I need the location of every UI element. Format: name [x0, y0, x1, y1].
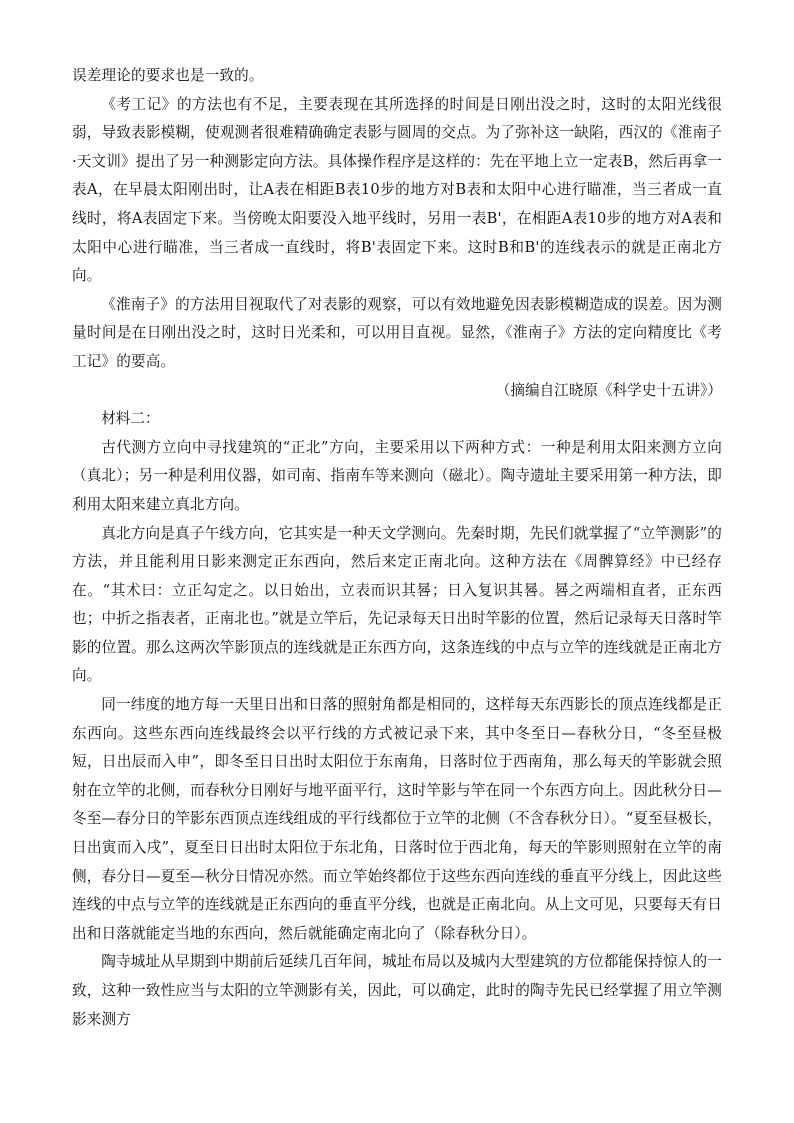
paragraph-taosi-site: 陶寺城址从早期到中期前后延续几百年间，城址布局以及城内大型建筑的方位都能保持惊人的一致，这种一致性应当与太阳的立竿测影有关，因此，可以确定，此时的陶寺先民已经掌握了用立竿测影来测方 [72, 953, 722, 1028]
paragraph-kaogongji: 《考工记》的方法也有不足，主要表现在其所选择的时间是日刚出没之时，这时的太阳光线很弱，导致表影模糊，使观测者很难精确确定表影与圆周的交点。为了弥补这一缺陷，西汉的《淮南子·天文训》提出了另一种测影定向方法。具体操作程序是这样的：先在平地上立一定表B，然后再拿一表A，在早晨太阳刚出时，让A表在相距B表10步的地方对B表和太阳中心进行瞄准，当三者成一直线时，将A表固定下来。当傍晚太阳要没入地平线时，另用一表B'，在相距A表10步的地方对A表和太阳中心进行瞄准，当三者成一直线时，将B'表固定下来。这时B和B'的连线表示的就是正南北方向。 [72, 95, 722, 285]
source-citation: （摘编自江晓原《科学史十五讲》） [495, 381, 722, 399]
material-two-label: 材料二： [101, 410, 160, 428]
paragraph-continuation: 误差理论的要求也是一致的。 [72, 67, 264, 84]
paragraph-huainanzi: 《淮南子》的方法用目视取代了对表影的观察，可以有效地避免因表影模糊造成的误差。因为测量时间是在日刚出没之时，这时日光柔和，可以用目直视。显然，《淮南子》方法的定向精度比《考工记》的要高。 [72, 295, 722, 370]
paragraph-orientation-methods: 古代测方立向中寻找建筑的“正北”方向，主要采用以下两种方式：一种是利用太阳来测方立向（真北）；另一种是利用仪器，如司南、指南车等来测向（磁北）。陶寺遗址主要采用第一种方法，即利用太阳来建立真北方向。 [72, 438, 722, 513]
paragraph-true-north: 真北方向是真子午线方向，它其实是一种天文学测向。先秦时期，先民们就掌握了“立竿测影”的方法，并且能利用日影来测定正东西向，然后来定正南北向。这种方法在《周髀算经》中已经存在。“其术曰：立正勾定之。以日始出，立表而识其晷；日入复识其晷。晷之两端相直者，正东西也；中折之指表者，正南北也。”就是立竿后，先记录每天日出时竿影的位置，然后记录每天日落时竿影的位置。那么这两次竿影顶点的连线就是正东西方向，这条连线的中点与立竿的连线就是正南北方向。 [72, 524, 722, 685]
paragraph-latitude-shadows: 同一纬度的地方每一天里日出和日落的照射角都是相同的，这样每天东西影长的顶点连线都是正东西向。这些东西向连线最终会以平行线的方式被记录下来，其中冬至日—春秋分日，“冬至昼极短，日出辰而入申”，即冬至日日出时太阳位于东南角，日落时位于西南角，那么每天的竿影就会照射在立竿的北侧，而春秋分日刚好与地平面平行，这时竿影与竿在同一个东西方向上。因此秋分日—冬至—春分日的竿影东西顶点连线组成的平行线都位于立竿的北侧（不含春秋分日）。“夏至昼极长，日出寅而入戌”，夏至日日出时太阳位于东北角，日落时位于西北角，每天的竿影则照射在立竿的南侧，春分日—夏至—秋分日情况亦然。而立竿始终都位于这些东西向连线的垂直平分线上，因此这些连线的中点与立竿的连线就是正东西向的垂直平分线，也就是正南北向。从上文可见，只要每天有日出和日落就能定当地的东西向，然后就能确定南北向了（除春秋分日）。 [72, 696, 722, 942]
document-page [72, 62, 722, 1034]
